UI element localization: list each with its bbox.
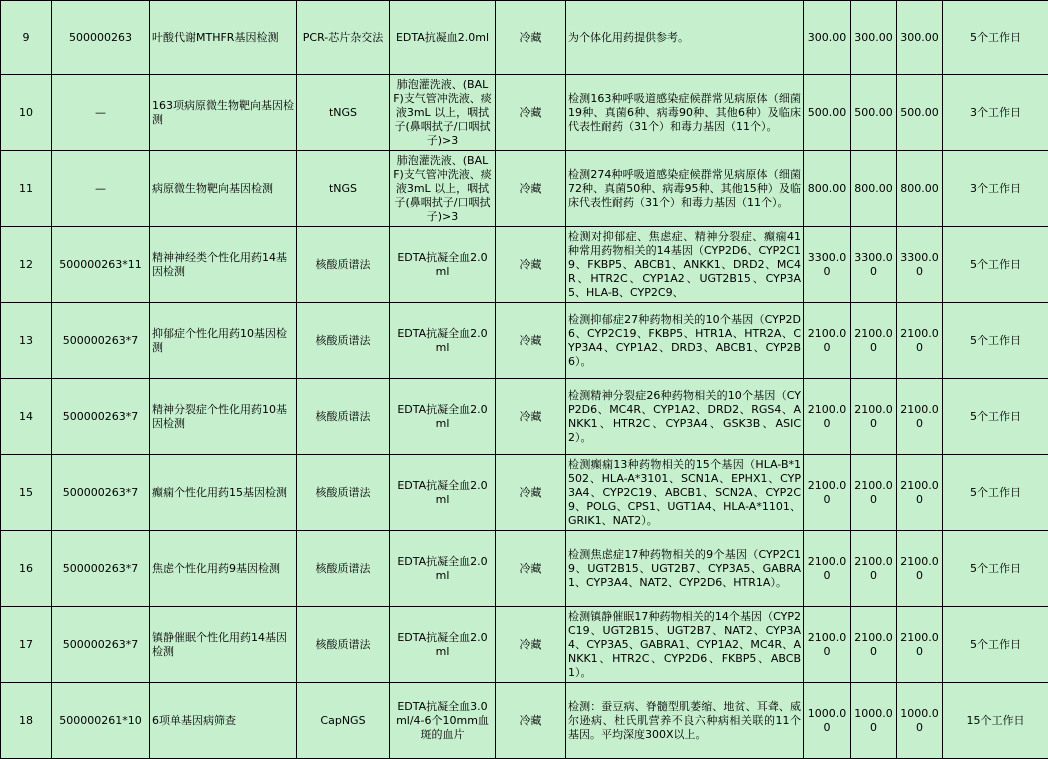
price-cell-text: 2100.00: [899, 479, 940, 507]
price-cell[interactable]: [804, 607, 851, 683]
price-cell-text: 500.00: [899, 106, 940, 120]
sample-cell-text: EDTA抗凝全血2.0ml: [392, 251, 493, 279]
storage-cell-text: 冷藏: [498, 486, 563, 500]
turnaround-cell[interactable]: [943, 303, 1048, 379]
item-code-cell-text: 500000263*7: [54, 638, 147, 652]
test-name-cell-text: 6项单基因病筛查: [152, 714, 294, 728]
storage-cell[interactable]: [496, 683, 566, 759]
price-cell[interactable]: [897, 531, 943, 607]
sample-cell-text: EDTA抗凝全血2.0ml: [392, 555, 493, 583]
method-cell[interactable]: [297, 531, 390, 607]
price-cell[interactable]: [851, 455, 897, 531]
method-cell-text: 核酸质谱法: [299, 410, 387, 424]
row-number-cell[interactable]: [1, 455, 52, 531]
method-cell-text: PCR-芯片杂交法: [299, 31, 387, 45]
storage-cell[interactable]: [496, 227, 566, 303]
method-cell-text: tNGS: [299, 106, 387, 120]
item-code-cell-text: 500000263*7: [54, 410, 147, 424]
price-cell-text: 300.00: [806, 31, 848, 45]
price-cell[interactable]: [897, 303, 943, 379]
price-cell-text: 3300.00: [853, 251, 894, 279]
item-code-cell-text: 500000263*7: [54, 562, 147, 576]
row-number-cell-text: 17: [3, 638, 49, 652]
sample-cell-text: 肺泡灌洗液、(BALF)支气管冲洗液、痰液3mL 以上，咽拭子(鼻咽拭子/口咽拭子)>3: [392, 78, 493, 148]
price-cell[interactable]: [897, 227, 943, 303]
storage-cell[interactable]: [496, 455, 566, 531]
storage-cell-text: 冷藏: [498, 562, 563, 576]
row-number-cell[interactable]: [1, 607, 52, 683]
turnaround-cell-text: 5个工作日: [945, 31, 1046, 45]
description-cell[interactable]: [566, 379, 804, 455]
test-name-cell[interactable]: [150, 455, 297, 531]
description-cell[interactable]: [566, 151, 804, 227]
storage-cell-text: 冷藏: [498, 31, 563, 45]
method-cell[interactable]: [297, 151, 390, 227]
turnaround-cell[interactable]: [943, 379, 1048, 455]
table-row: [1, 455, 1048, 531]
row-number-cell-text: 15: [3, 486, 49, 500]
price-cell-text: 300.00: [853, 31, 894, 45]
price-cell[interactable]: [851, 227, 897, 303]
sample-cell-text: EDTA抗凝全血2.0ml: [392, 479, 493, 507]
turnaround-cell[interactable]: [943, 1, 1048, 75]
row-number-cell[interactable]: [1, 531, 52, 607]
price-cell[interactable]: [851, 151, 897, 227]
item-code-cell[interactable]: [52, 227, 150, 303]
storage-cell-text: 冷藏: [498, 258, 563, 272]
sample-cell[interactable]: [390, 379, 496, 455]
sample-cell[interactable]: [390, 227, 496, 303]
price-cell-text: 800.00: [899, 182, 940, 196]
turnaround-cell-text: 5个工作日: [945, 258, 1046, 272]
description-cell[interactable]: [566, 531, 804, 607]
price-cell[interactable]: [897, 151, 943, 227]
price-cell[interactable]: [804, 227, 851, 303]
turnaround-cell[interactable]: [943, 151, 1048, 227]
test-name-cell-text: 精神分裂症个性化用药10基因检测: [152, 403, 294, 431]
table-row: [1, 151, 1048, 227]
item-code-cell[interactable]: [52, 75, 150, 151]
description-cell[interactable]: [566, 303, 804, 379]
description-cell[interactable]: [566, 1, 804, 75]
turnaround-cell-text: 5个工作日: [945, 562, 1046, 576]
row-number-cell[interactable]: [1, 1, 52, 75]
price-cell-text: 1000.00: [899, 707, 940, 735]
price-cell[interactable]: [851, 683, 897, 759]
storage-cell-text: 冷藏: [498, 182, 563, 196]
table-row: [1, 607, 1048, 683]
row-number-cell-text: 16: [3, 562, 49, 576]
price-cell-text: 2100.00: [899, 403, 940, 431]
table-row: [1, 531, 1048, 607]
sample-cell[interactable]: [390, 1, 496, 75]
item-code-cell-text: 500000263*7: [54, 334, 147, 348]
row-number-cell-text: 10: [3, 106, 49, 120]
storage-cell[interactable]: [496, 303, 566, 379]
price-cell[interactable]: [897, 379, 943, 455]
item-code-cell-text: 500000263*11: [54, 258, 147, 272]
row-number-cell-text: 18: [3, 714, 49, 728]
turnaround-cell[interactable]: [943, 75, 1048, 151]
turnaround-cell[interactable]: [943, 227, 1048, 303]
item-code-cell-text: —: [54, 182, 147, 196]
row-number-cell-text: 12: [3, 258, 49, 272]
sample-cell-text: EDTA抗凝血2.0ml: [392, 31, 493, 45]
price-cell[interactable]: [804, 379, 851, 455]
turnaround-cell-text: 5个工作日: [945, 334, 1046, 348]
row-number-cell[interactable]: [1, 683, 52, 759]
row-number-cell[interactable]: [1, 75, 52, 151]
row-number-cell[interactable]: [1, 303, 52, 379]
price-cell[interactable]: [804, 151, 851, 227]
price-cell-text: 2100.00: [806, 555, 848, 583]
row-number-cell[interactable]: [1, 227, 52, 303]
storage-cell[interactable]: [496, 75, 566, 151]
storage-cell-text: 冷藏: [498, 106, 563, 120]
test-name-cell[interactable]: [150, 607, 297, 683]
price-cell-text: 2100.00: [853, 403, 894, 431]
price-cell-text: 2100.00: [853, 555, 894, 583]
table-row: [1, 683, 1048, 759]
storage-cell-text: 冷藏: [498, 714, 563, 728]
method-cell-text: tNGS: [299, 182, 387, 196]
test-name-cell-text: 癫痫个性化用药15基因检测: [152, 486, 294, 500]
turnaround-cell[interactable]: [943, 607, 1048, 683]
price-cell-text: 2100.00: [806, 327, 848, 355]
item-code-cell-text: 500000263: [54, 31, 147, 45]
sample-cell[interactable]: [390, 531, 496, 607]
description-cell[interactable]: [566, 455, 804, 531]
item-code-cell[interactable]: [52, 455, 150, 531]
test-name-cell-text: 163项病原微生物靶向基因检测: [152, 99, 294, 127]
method-cell[interactable]: [297, 227, 390, 303]
test-name-cell[interactable]: [150, 151, 297, 227]
method-cell[interactable]: [297, 379, 390, 455]
storage-cell-text: 冷藏: [498, 638, 563, 652]
method-cell-text: 核酸质谱法: [299, 638, 387, 652]
row-number-cell[interactable]: [1, 151, 52, 227]
method-cell-text: 核酸质谱法: [299, 258, 387, 272]
item-code-cell[interactable]: [52, 151, 150, 227]
turnaround-cell-text: 15个工作日: [945, 714, 1046, 728]
test-name-cell-text: 焦虑个性化用药9基因检测: [152, 562, 294, 576]
sample-cell-text: EDTA抗凝全血3.0ml/4-6个10mm血斑的血片: [392, 700, 493, 742]
row-number-cell-text: 14: [3, 410, 49, 424]
sample-cell-text: EDTA抗凝全血2.0ml: [392, 403, 493, 431]
item-code-cell[interactable]: [52, 1, 150, 75]
table-row: [1, 303, 1048, 379]
price-cell-text: 2100.00: [806, 631, 848, 659]
sample-cell[interactable]: [390, 683, 496, 759]
price-cell[interactable]: [897, 607, 943, 683]
description-cell[interactable]: [566, 75, 804, 151]
storage-cell[interactable]: [496, 607, 566, 683]
price-cell[interactable]: [851, 607, 897, 683]
price-cell-text: 800.00: [853, 182, 894, 196]
test-name-cell-text: 精神神经类个性化用药14基因检测: [152, 251, 294, 279]
storage-cell[interactable]: [496, 379, 566, 455]
description-cell-text: 检测274种呼吸道感染症候群常见病原体（细菌72种、真菌50种、病毒95种、其他15种）及临床代表性耐药（31个）和毒力基因（11个）。: [568, 168, 801, 210]
storage-cell-text: 冷藏: [498, 334, 563, 348]
price-cell-text: 2100.00: [853, 479, 894, 507]
method-cell[interactable]: [297, 455, 390, 531]
sample-cell[interactable]: [390, 151, 496, 227]
price-cell-text: 3300.00: [899, 251, 940, 279]
description-cell-text: 检测焦虑症17种药物相关的9个基因（CYP2C19、UGT2B15、UGT2B7、CYP3A5、GABRA1、CYP3A4、NAT2、CYP2D6、HTR1A）。: [568, 548, 801, 590]
price-cell[interactable]: [897, 455, 943, 531]
table-row: [1, 379, 1048, 455]
test-name-cell-text: 叶酸代谢MTHFR基因检测: [152, 31, 294, 45]
test-name-cell-text: 抑郁症个性化用药10基因检测: [152, 327, 294, 355]
turnaround-cell[interactable]: [943, 531, 1048, 607]
description-cell-text: 检测镇静催眠17种药物相关的14个基因（CYP2C19、UGT2B15、UGT2B7、NAT2、CYP3A4、CYP3A5、GABRA1、CYP1A2、MC4R、ANKK1、HTR2C、CYP2D6、FKBP5、ABCB1）。: [568, 610, 801, 680]
item-code-cell-text: 500000261*10: [54, 714, 147, 728]
sample-cell[interactable]: [390, 607, 496, 683]
sample-cell-text: 肺泡灌洗液、(BALF)支气管冲洗液、痰液3mL 以上，咽拭子(鼻咽拭子/口咽拭子)>3: [392, 154, 493, 224]
price-cell[interactable]: [851, 531, 897, 607]
price-cell[interactable]: [804, 1, 851, 75]
method-cell-text: 核酸质谱法: [299, 334, 387, 348]
description-cell-text: 为个体化用药提供参考。: [568, 31, 801, 45]
item-code-cell[interactable]: [52, 531, 150, 607]
test-name-cell[interactable]: [150, 1, 297, 75]
table-row: [1, 1, 1048, 75]
method-cell[interactable]: [297, 75, 390, 151]
sample-cell-text: EDTA抗凝全血2.0ml: [392, 631, 493, 659]
item-code-cell[interactable]: [52, 303, 150, 379]
storage-cell[interactable]: [496, 531, 566, 607]
price-cell-text: 2100.00: [853, 631, 894, 659]
price-cell[interactable]: [851, 379, 897, 455]
turnaround-cell-text: 5个工作日: [945, 486, 1046, 500]
storage-cell[interactable]: [496, 1, 566, 75]
test-name-cell[interactable]: [150, 227, 297, 303]
item-code-cell[interactable]: [52, 683, 150, 759]
price-cell-text: 2100.00: [853, 327, 894, 355]
item-code-cell-text: —: [54, 106, 147, 120]
price-cell-text: 500.00: [806, 106, 848, 120]
test-name-cell[interactable]: [150, 683, 297, 759]
test-name-cell[interactable]: [150, 75, 297, 151]
test-name-cell-text: 病原微生物靶向基因检测: [152, 182, 294, 196]
price-cell[interactable]: [851, 303, 897, 379]
row-number-cell-text: 13: [3, 334, 49, 348]
price-cell[interactable]: [804, 75, 851, 151]
price-cell-text: 3300.00: [806, 251, 848, 279]
sample-cell[interactable]: [390, 455, 496, 531]
method-cell[interactable]: [297, 683, 390, 759]
row-number-cell-text: 11: [3, 182, 49, 196]
sample-cell[interactable]: [390, 303, 496, 379]
price-cell[interactable]: [804, 683, 851, 759]
description-cell-text: 检测：蚕豆病、脊髓型肌萎缩、地贫、耳聋、威尔逊病、杜氏肌营养不良六种病相关联的11个基因。平均深度300X以上。: [568, 700, 801, 742]
sample-cell[interactable]: [390, 75, 496, 151]
turnaround-cell[interactable]: [943, 683, 1048, 759]
test-name-cell[interactable]: [150, 379, 297, 455]
price-cell[interactable]: [897, 1, 943, 75]
row-number-cell[interactable]: [1, 379, 52, 455]
table-row: [1, 227, 1048, 303]
price-cell-text: 2100.00: [806, 403, 848, 431]
item-code-cell[interactable]: [52, 607, 150, 683]
description-cell-text: 检测癫痫13种药物相关的15个基因（HLA-B*1502、HLA-A*3101、SCN1A、EPHX1、CYP3A4、CYP2C19、ABCB1、SCN2A、CYP2C9、POLG、CPS1、UGT1A4、HLA-A*1101、GRIK1、NAT2）。: [568, 458, 801, 528]
description-cell[interactable]: [566, 227, 804, 303]
price-cell[interactable]: [897, 75, 943, 151]
price-cell[interactable]: [851, 75, 897, 151]
turnaround-cell-text: 3个工作日: [945, 106, 1046, 120]
method-cell-text: 核酸质谱法: [299, 486, 387, 500]
price-cell-text: 2100.00: [899, 555, 940, 583]
method-cell-text: CapNGS: [299, 714, 387, 728]
price-cell[interactable]: [804, 455, 851, 531]
test-name-cell[interactable]: [150, 531, 297, 607]
price-cell-text: 800.00: [806, 182, 848, 196]
price-cell-text: 1000.00: [853, 707, 894, 735]
row-number-cell-text: 9: [3, 31, 49, 45]
method-cell[interactable]: [297, 607, 390, 683]
price-cell-text: 2100.00: [899, 327, 940, 355]
storage-cell-text: 冷藏: [498, 410, 563, 424]
price-cell-text: 300.00: [899, 31, 940, 45]
item-code-cell-text: 500000263*7: [54, 486, 147, 500]
price-cell-text: 1000.00: [806, 707, 848, 735]
turnaround-cell-text: 5个工作日: [945, 638, 1046, 652]
description-cell[interactable]: [566, 607, 804, 683]
method-cell[interactable]: [297, 1, 390, 75]
price-cell-text: 2100.00: [806, 479, 848, 507]
turnaround-cell-text: 3个工作日: [945, 182, 1046, 196]
description-cell-text: 检测对抑郁症、焦虑症、精神分裂症、癫痫41种常用药物相关的14基因（CYP2D6、CYP2C19、FKBP5、ABCB1、ANKK1、DRD2、MC4R、HTR2C、CYP1A2、UGT2B15、CYP3A5、HLA-B、CYP2C9、: [568, 230, 801, 300]
price-cell[interactable]: [851, 1, 897, 75]
description-cell-text: 检测163种呼吸道感染症候群常见病原体（细菌19种、真菌6种、病毒90种、其他6种）及临床代表性耐药（31个）和毒力基因（11个）。: [568, 92, 801, 134]
sample-cell-text: EDTA抗凝全血2.0ml: [392, 327, 493, 355]
price-cell-text: 500.00: [853, 106, 894, 120]
item-code-cell[interactable]: [52, 379, 150, 455]
description-cell-text: 检测精神分裂症26种药物相关的10个基因（CYP2D6、MC4R、CYP1A2、DRD2、RGS4、ANKK1、HTR2C、CYP3A4、GSK3B、ASIC2）。: [568, 389, 801, 445]
description-cell[interactable]: [566, 683, 804, 759]
method-cell[interactable]: [297, 303, 390, 379]
test-name-cell[interactable]: [150, 303, 297, 379]
test-name-cell-text: 镇静催眠个性化用药14基因检测: [152, 631, 294, 659]
price-cell[interactable]: [804, 531, 851, 607]
storage-cell[interactable]: [496, 151, 566, 227]
price-cell[interactable]: [897, 683, 943, 759]
turnaround-cell-text: 5个工作日: [945, 410, 1046, 424]
price-cell[interactable]: [804, 303, 851, 379]
turnaround-cell[interactable]: [943, 455, 1048, 531]
table-row: [1, 75, 1048, 151]
description-cell-text: 检测抑郁症27种药物相关的10个基因（CYP2D6、CYP2C19、FKBP5、HTR1A、HTR2A、CYP3A4、CYP1A2、DRD3、ABCB1、CYP2B6）。: [568, 313, 801, 369]
price-cell-text: 2100.00: [899, 631, 940, 659]
method-cell-text: 核酸质谱法: [299, 562, 387, 576]
